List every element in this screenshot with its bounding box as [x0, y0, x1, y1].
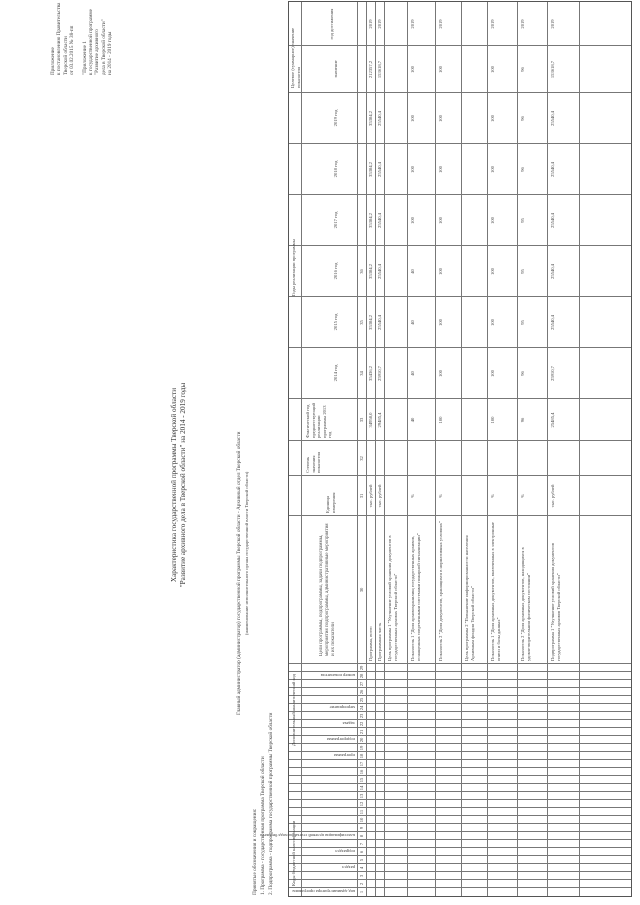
approval-line: Приложение — [50, 47, 56, 75]
column-number: 14 — [359, 785, 364, 791]
column-number: 5 — [359, 858, 364, 862]
row-year-value: 100 — [438, 319, 443, 326]
row-year-value: 100 — [410, 217, 415, 224]
row-year-value: 40 — [410, 320, 415, 325]
row-name: Показатель 2 "Доля документов, хранящихся в нормативных условиях" — [438, 521, 443, 661]
year-2014: 2014 год — [333, 364, 338, 382]
annex-line: "Приложение 1 — [81, 41, 88, 75]
column-number: 8 — [359, 834, 364, 838]
column-number: 20 — [359, 737, 364, 743]
annex-line: к государственной программе "Развитие архивного — [88, 9, 101, 75]
column-number: 28 — [359, 673, 364, 679]
year-2017: 2017 год — [333, 211, 338, 229]
row-final-value — [464, 48, 488, 91]
column-number: 26 — [359, 689, 364, 695]
row-year-value: 35436,2 — [368, 366, 373, 381]
column-number: 22 — [359, 721, 364, 727]
row-year-value: 100 — [438, 115, 443, 122]
row-year-value: 25910,7 — [550, 366, 555, 381]
row-fact: 100 — [438, 416, 443, 424]
row-name: Цель программы 2 "Повышение информированности населения Архивным фондом Тверской области" — [464, 535, 475, 661]
subhead-indicator: номер показателя — [320, 673, 355, 678]
row-year-value — [387, 95, 407, 142]
legend-intro: Принятые обозначения и сокращения: — [252, 808, 258, 895]
row-year-value: 95 — [520, 218, 525, 223]
row-year-value — [387, 248, 407, 295]
column-number: 15 — [359, 777, 364, 783]
column-number: 19 — [359, 745, 364, 751]
head-program-code: Дополнительный аналитический код — [291, 673, 296, 746]
row-final-year: 2019 — [368, 19, 373, 29]
row-year-value — [464, 299, 488, 346]
column-number: 9 — [359, 826, 364, 830]
row-year-value: 100 — [490, 319, 495, 326]
row-year-value: 35384,2 — [368, 315, 373, 330]
head-years-group: Годы реализации программы — [291, 239, 296, 296]
column-number: 29 — [359, 665, 364, 671]
row-fact — [464, 401, 488, 439]
row-year-value — [464, 95, 488, 142]
approval-line: от 03.02.2015 № 38-пп — [69, 25, 76, 75]
row-year-value: 35384,2 — [368, 213, 373, 228]
row-year-value: 100 — [438, 166, 443, 173]
row-year-value — [464, 146, 488, 193]
subhead-subprogram: подпрограмма — [326, 737, 355, 742]
subhead-subsection: подраздел — [335, 849, 355, 854]
row-unit: тыс. рублей — [377, 484, 382, 508]
row-year-value: 100 — [490, 115, 495, 122]
column-number: 11 — [359, 809, 364, 815]
row-year-value — [387, 197, 407, 244]
row-fact: 25485,4 — [550, 412, 555, 428]
column-number: 18 — [359, 753, 364, 759]
row-year-value: 25910,7 — [377, 366, 382, 381]
head-final-year: год достижения — [329, 8, 334, 40]
row-year-value: 96 — [520, 371, 525, 376]
row-final-year: 2019 — [550, 19, 555, 29]
column-number: 32 — [359, 456, 364, 461]
row-year-value: 100 — [438, 370, 443, 377]
row-final-year: 2019 — [490, 19, 495, 29]
row-year-value: 95 — [520, 320, 525, 325]
row-fact: 40 — [410, 417, 415, 423]
org-line-1: Главный администратор (администратор) государственной программы Тверской области - Архивный отдел Тверской области — [236, 431, 242, 715]
column-number: 31 — [359, 493, 364, 499]
row-final-year: 2019 — [377, 19, 382, 29]
row-unit: % — [490, 494, 495, 498]
row-name: Программа, всего — [368, 626, 373, 661]
head-final-value: значение — [333, 60, 338, 78]
row-final-value: 96 — [520, 67, 525, 72]
column-number: 4 — [359, 866, 364, 870]
head-budget-code: Коды бюджетной классификации — [291, 820, 296, 886]
approval-stamp — [50, 2, 114, 75]
column-number: 33 — [359, 417, 364, 423]
row-year-value: 25540,4 — [377, 111, 382, 126]
column-number: 2 — [359, 882, 364, 886]
row-unit: тыс. рублей — [550, 484, 555, 508]
column-number: 23 — [359, 713, 364, 719]
row-fact: 29485,4 — [377, 412, 382, 428]
column-number: 10 — [359, 817, 364, 823]
row-year-value: 100 — [410, 115, 415, 122]
year-2015: 2015 год — [333, 313, 338, 331]
row-year-value — [387, 350, 407, 397]
row-fact: 100 — [490, 416, 495, 424]
column-number: 13 — [359, 793, 364, 799]
subhead-classification: классификация целевой статьи расхода бюджета — [260, 833, 355, 838]
column-number: 36 — [359, 269, 364, 274]
column-number: 30 — [359, 587, 364, 593]
row-unit — [387, 478, 407, 514]
column-number: 16 — [359, 769, 364, 775]
column-number: 24 — [359, 705, 364, 711]
row-year-value: 100 — [438, 217, 443, 224]
org-line-2: (наименование исполнительного органа государственной власти Тверской области) — [244, 471, 249, 635]
row-unit: % — [520, 494, 525, 498]
row-final-year: 2019 — [438, 19, 443, 29]
legend-item-1: 1. Программа - государственная программа Тверской области — [260, 756, 266, 895]
row-final-value: 100 — [490, 66, 495, 73]
row-name: Программная часть — [377, 622, 382, 661]
row-year-value — [387, 299, 407, 346]
head-final: Целевое (суммарное) значение показателя — [290, 27, 301, 88]
column-number: 3 — [359, 874, 364, 878]
row-year-value — [464, 197, 488, 244]
row-year-value: 35384,2 — [368, 162, 373, 177]
row-final-value: 153618,7 — [550, 60, 555, 79]
row-final-value: 100 — [410, 66, 415, 73]
row-final-year — [387, 4, 407, 44]
column-number: 27 — [359, 681, 364, 687]
row-year-value: 40 — [410, 371, 415, 376]
title-line-2: "Развитие архивного дела в Тверской области" на 2014 - 2019 годы — [179, 382, 188, 588]
row-year-value: 25540,4 — [550, 162, 555, 177]
annex-line: дела в Тверской области" — [100, 19, 107, 75]
row-unit: тыс. рублей — [368, 484, 373, 508]
row-year-value: 100 — [490, 217, 495, 224]
row-year-value: 25540,4 — [377, 213, 382, 228]
row-name: Подпрограмма 1 "Улучшение условий хранения документов государственных архивов Тверской области" — [550, 542, 561, 661]
row-year-value: 40 — [410, 269, 415, 274]
row-fact: 34958,0 — [368, 412, 373, 428]
row-year-value — [464, 248, 488, 295]
row-year-value: 25540,4 — [377, 162, 382, 177]
year-2018: 2018 год — [333, 160, 338, 178]
row-final-year — [464, 4, 488, 44]
legend-item-2: 2. Подпрограмма - подпрограмма государственной программы Тверской области — [268, 712, 274, 895]
row-unit: % — [438, 494, 443, 498]
row-name: Показатель 1 "Доля архивных документов, включенных в электронные описи и базы данных" — [490, 522, 501, 661]
row-year-value: 35384,2 — [368, 111, 373, 126]
year-2016: 2016 год — [333, 262, 338, 280]
row-year-value: 25540,4 — [377, 315, 382, 330]
row-unit — [464, 478, 488, 514]
row-year-value: 95 — [520, 269, 525, 274]
subhead-program: программа — [333, 753, 355, 758]
subhead-task: задача — [342, 721, 355, 726]
head-fact: Фактический год предшествующий реализации программы 2013 год — [305, 402, 333, 438]
column-number: 21 — [359, 729, 364, 735]
row-year-value: 25540,4 — [377, 264, 382, 279]
row-year-value: 100 — [410, 166, 415, 173]
row-final-year: 2019 — [520, 19, 525, 29]
column-number: 25 — [359, 697, 364, 703]
row-year-value: 96 — [520, 116, 525, 121]
row-year-value: 100 — [438, 268, 443, 275]
approval-line: Тверской области — [62, 36, 69, 75]
year-2019: 2019 год — [333, 109, 338, 127]
row-final-value: 153618,7 — [377, 60, 382, 79]
row-year-value — [387, 146, 407, 193]
row-year-value: 96 — [520, 167, 525, 172]
row-unit: % — [410, 494, 415, 498]
row-name: Показатель 2 "Доля архивных документов, находящихся в удовлетворительном физическом состоянии" — [520, 547, 531, 661]
row-year-value: 25540,4 — [550, 264, 555, 279]
head-phys: Степень значения показателя — [305, 451, 322, 473]
row-year-value: 100 — [490, 268, 495, 275]
row-name: Цель программы 1 "Улучшение условий хранения документов в государственных архивах Тверской области" — [387, 535, 398, 661]
row-fact: 96 — [520, 417, 525, 423]
row-year-value — [464, 350, 488, 397]
subhead-event: мероприятие — [329, 705, 355, 710]
row-year-value: 100 — [490, 370, 495, 377]
row-final-value: 212357,2 — [368, 60, 373, 79]
row-year-value: 25540,4 — [550, 213, 555, 228]
column-number: 35 — [359, 320, 364, 325]
column-number: 17 — [359, 761, 364, 767]
title-line-1: Характеристика государственной программы Тверской области — [170, 387, 178, 583]
head-unit: Единица измерения — [325, 492, 336, 513]
row-name: Показатель 1 "Доля архивохранилищ государственных архивов, оснащенных современными системами пожарной сигнализации" — [410, 533, 421, 661]
document-title — [170, 320, 188, 650]
approval-line: к постановлению Правительства — [56, 2, 63, 75]
row-final-year: 2019 — [410, 19, 415, 29]
column-number: 6 — [359, 850, 364, 854]
column-number: 12 — [359, 801, 364, 807]
subhead-section: раздел — [342, 865, 355, 870]
row-year-value: 35384,2 — [368, 264, 373, 279]
row-year-value: 25540,4 — [550, 111, 555, 126]
column-number: 7 — [359, 842, 364, 846]
column-number: 34 — [359, 371, 364, 376]
row-final-value — [387, 48, 407, 91]
subhead-admin: код администратора программы — [292, 889, 355, 894]
annex-line: на 2014 - 2019 годы — [107, 31, 114, 75]
row-year-value: 100 — [490, 166, 495, 173]
row-fact — [387, 401, 407, 439]
head-name: Цели программы, подпрограммы, задачи подпрограммы, мероприятия подпрограммы, административные мероприятия и их показатели — [319, 523, 336, 656]
column-number: 1 — [359, 890, 364, 894]
row-final-value: 100 — [438, 66, 443, 73]
row-year-value: 25540,4 — [550, 315, 555, 330]
